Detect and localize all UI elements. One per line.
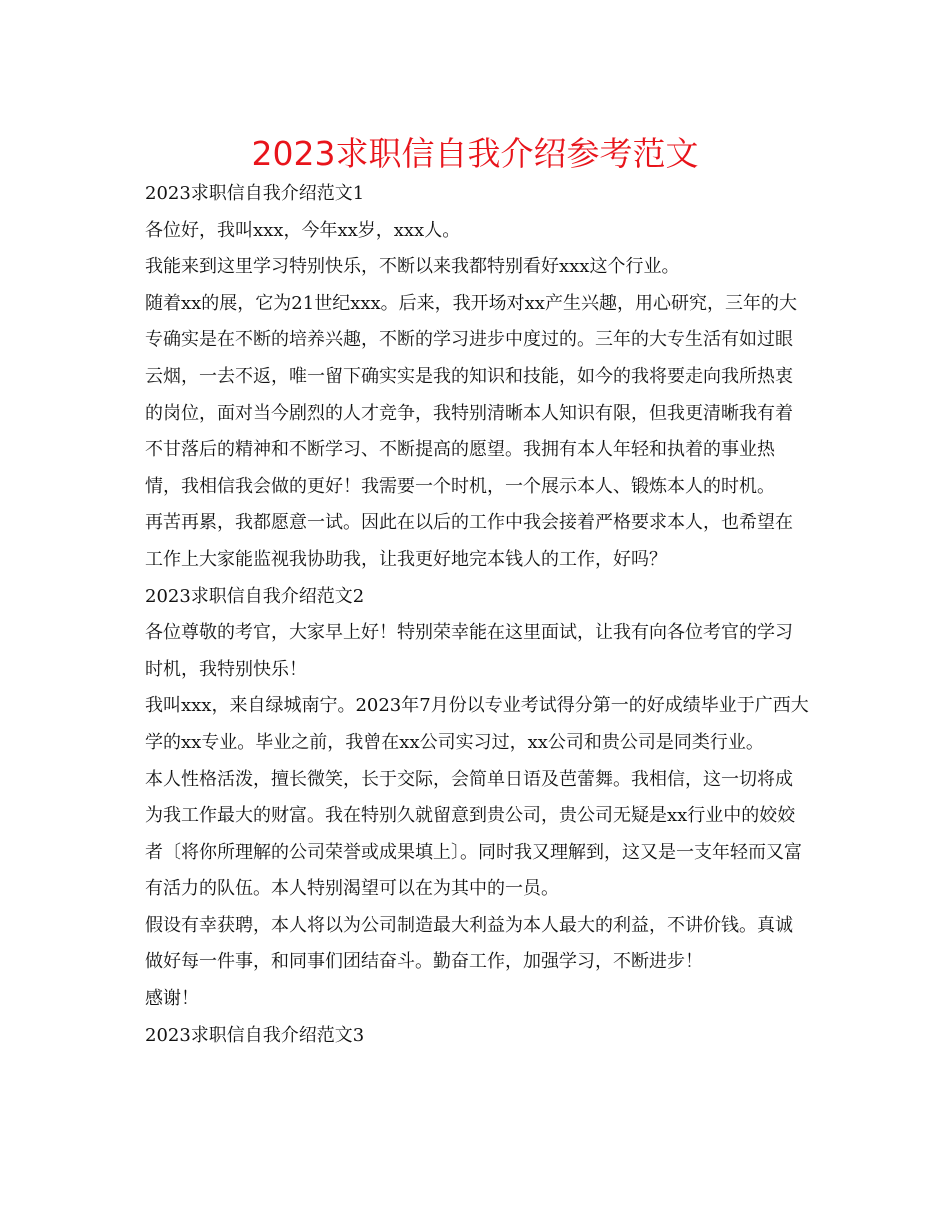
paragraph: 再苦再累，我都愿意一试。因此在以后的工作中我会接着严格要求本人，也希望在工作上大家能监视我协助我，让我更好地完本钱人的工作，好吗？ <box>145 512 793 570</box>
section-heading-1: 2023求职信自我介绍范文1 <box>145 183 365 204</box>
document-body <box>145 176 810 1054</box>
section-heading-2: 2023求职信自我介绍范文2 <box>145 585 365 607</box>
section-heading-3: 2023求职信自我介绍范文3 <box>145 1024 365 1046</box>
document-title: 2023求职信自我介绍参考范文 <box>251 134 699 173</box>
paragraph: 随着xx的展，它为21世纪xxx。后来，我开场对xx产生兴趣，用心研究，三年的大专确实是在不断的培养兴趣，不断的学习进步中度过的。三年的大专生活有如过眼云烟，一去不返，唯一留下确实实是我的知识和技能，如今的我将要走向我所热衷的岗位，面对当今剧烈的人才竞争，我特别清晰本人知识有限，但我更清晰我有着不甘落后的精神和不断学习、不断提高的愿望。我拥有本人年轻和执着的事业热情，我相信我会做的更好！我需要一个时机，一个展示本人、锻炼本人的时机。 <box>145 292 797 497</box>
paragraph: 我叫xxx，来自绿城南宁。2023年7月份以专业考试得分第一的好成绩毕业于广西大学的xx专业。毕业之前，我曾在xx公司实习过，xx公司和贵公司是同类行业。 <box>145 695 809 753</box>
paragraph: 各位尊敬的考官，大家早上好！特别荣幸能在这里面试，让我有向各位考官的学习时机，我特别快乐！ <box>145 622 793 680</box>
paragraph: 我能来到这里学习特别快乐，不断以来我都特别看好xxx这个行业。 <box>145 256 680 278</box>
paragraph: 本人性格活泼，擅长微笑，长于交际，会简单日语及芭蕾舞。我相信，这一切将成为我工作最大的财富。我在特别久就留意到贵公司，贵公司无疑是xx行业中的姣姣者〔将你所理解的公司荣誉或成果填上〕。同时我又理解到，这又是一支年轻而又富有活力的队伍。本人特别渴望可以在为其中的一员。 <box>145 768 802 900</box>
paragraph: 感谢！ <box>145 988 199 1010</box>
paragraph: 各位好，我叫xxx，今年xx岁，xxx人。 <box>145 219 461 241</box>
paragraph: 假设有幸获聘，本人将以为公司制造最大利益为本人最大的利益，不讲价钱。真诚做好每一件事，和同事们团结奋斗。勤奋工作，加强学习，不断进步！ <box>145 914 793 973</box>
